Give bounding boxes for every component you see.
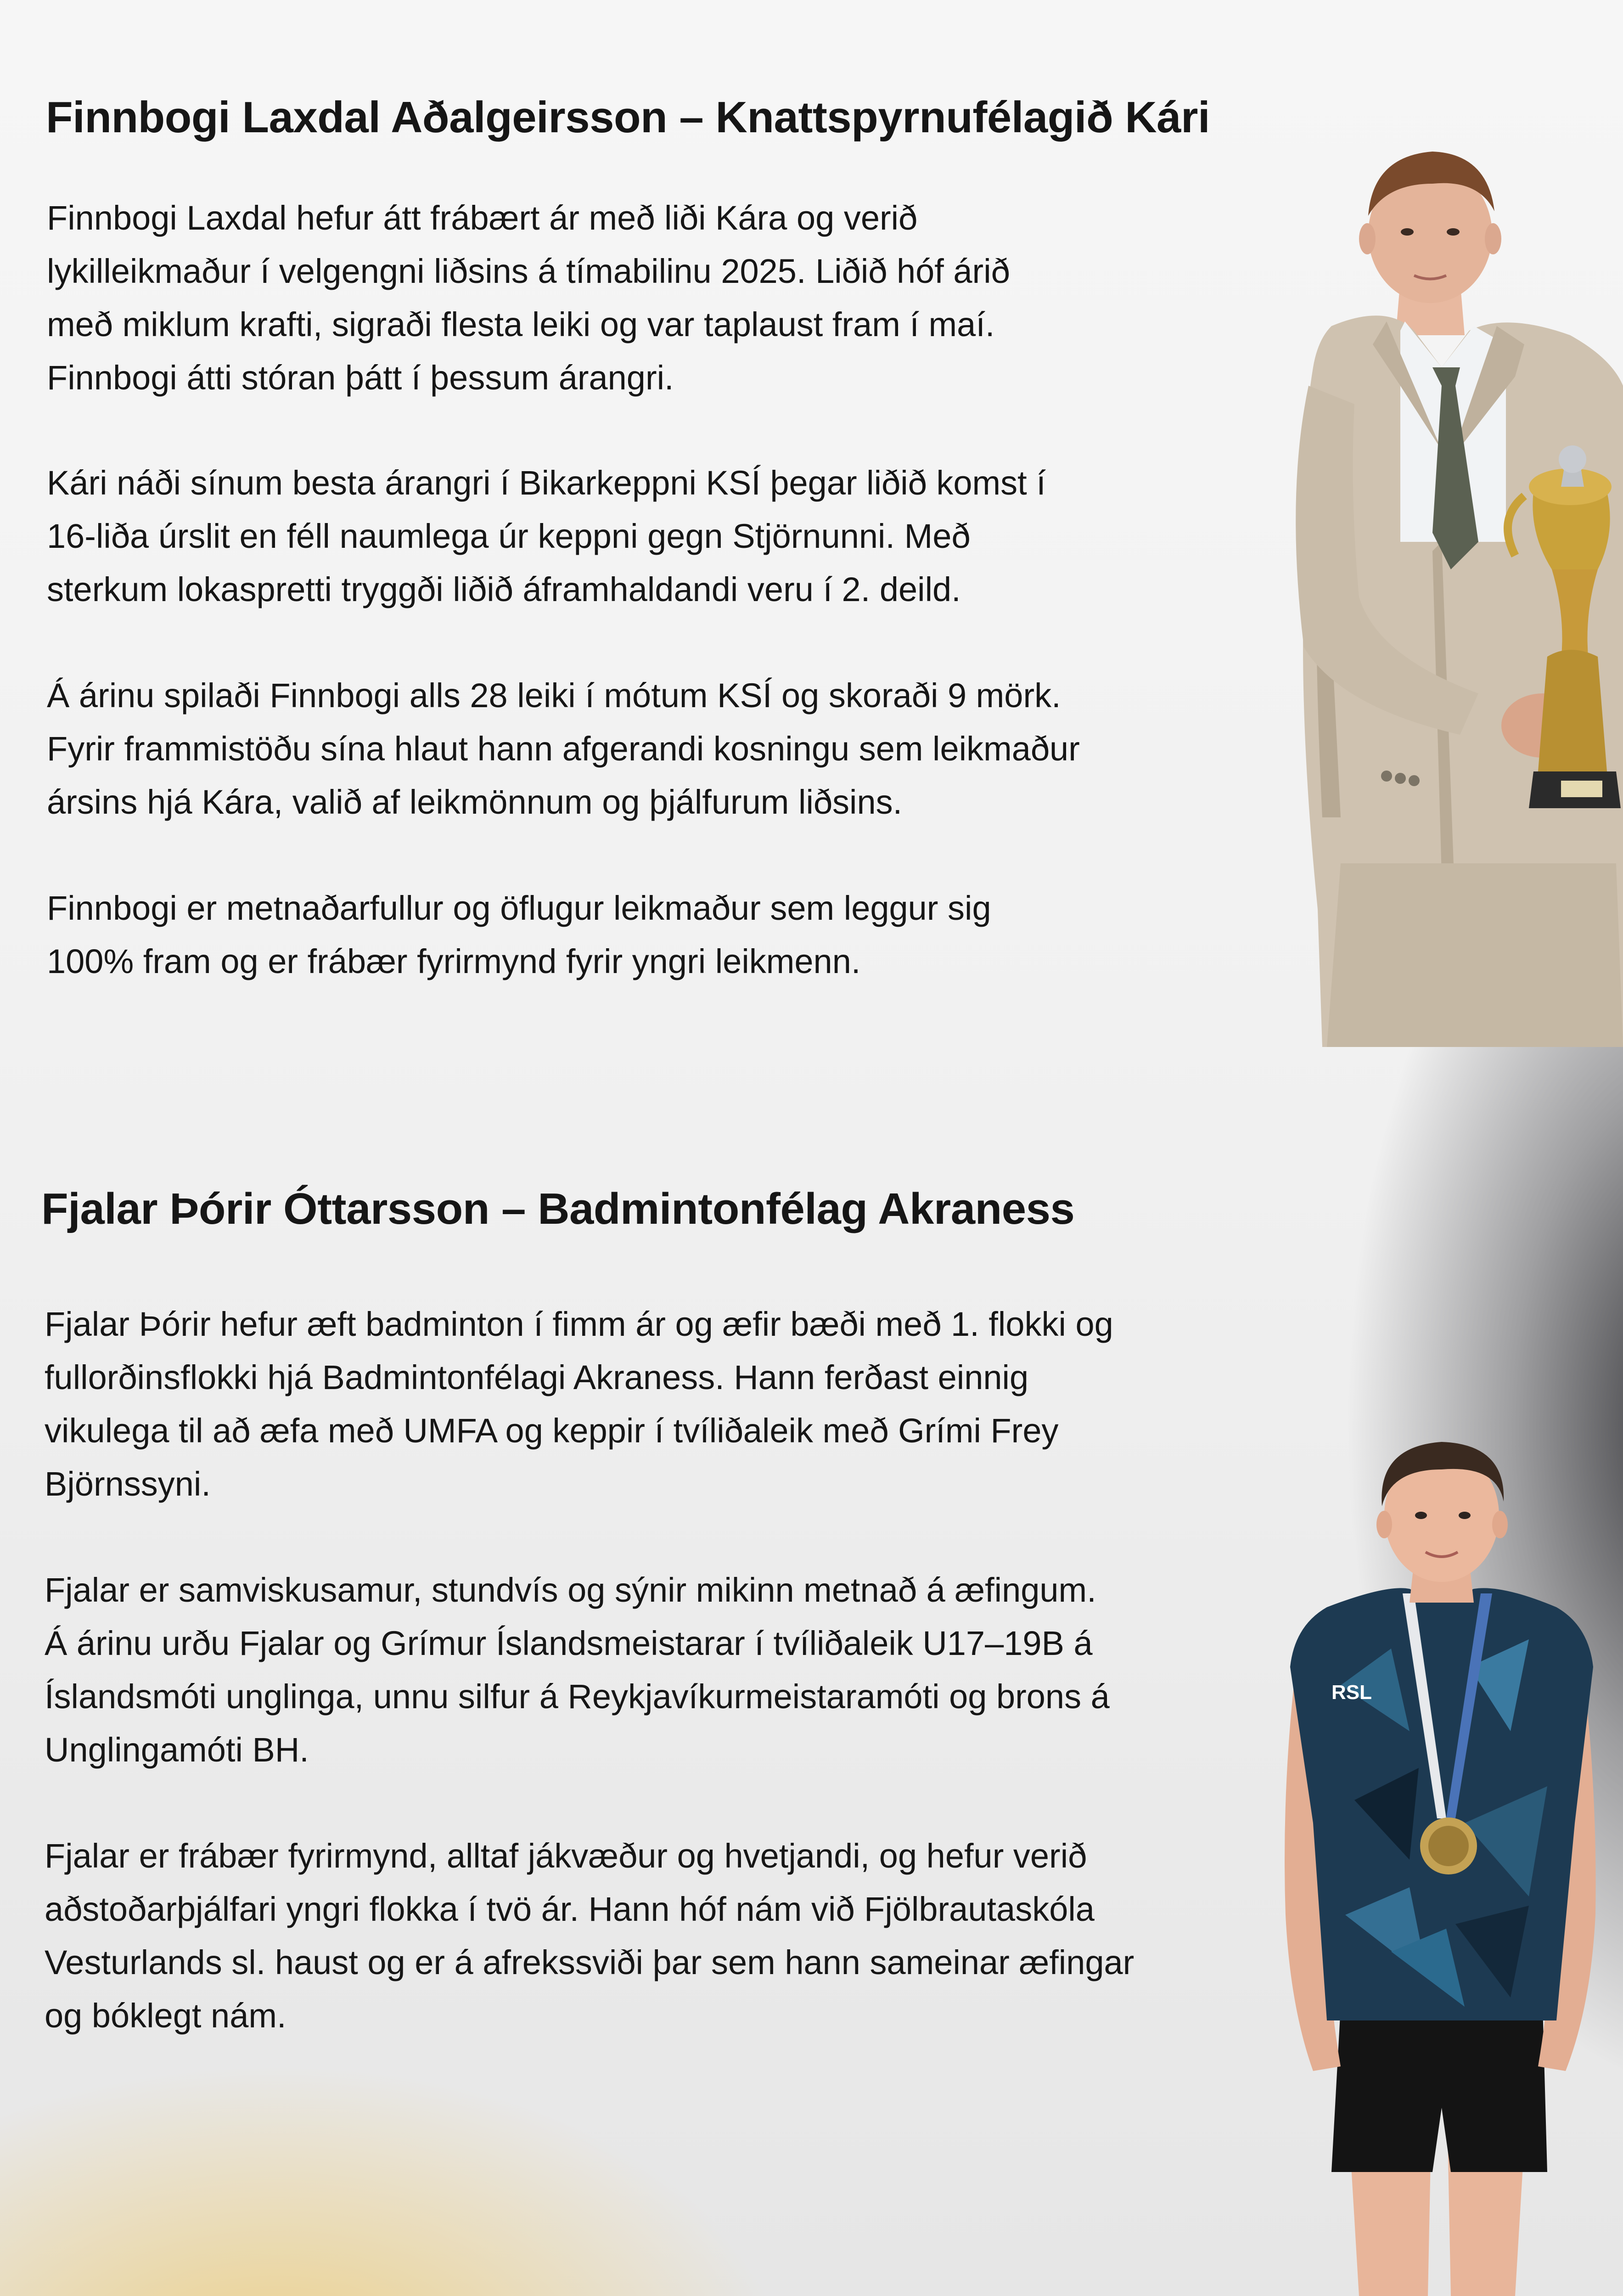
section1-paragraph-1 <box>47 191 1010 405</box>
section2-heading: Fjalar Þórir Óttarsson – Badmintonfélag Akraness <box>41 1184 1075 1233</box>
text-line: Unglingamóti BH. <box>45 1731 309 1769</box>
person-with-medal-photo <box>1272 1410 1607 2296</box>
text-line: Íslandsmóti unglinga, unnu silfur á Reykjavíkurmeistaramóti og brons á <box>45 1677 1110 1716</box>
text-line: Finnbogi er metnaðarfullur og öflugur leikmaður sem leggur sig <box>47 889 991 927</box>
text-line: aðstoðarþjálfari yngri flokka í tvö ár. Hann hóf nám við Fjölbrautaskóla <box>45 1890 1095 1928</box>
text-line: 16-liða úrslit en féll naumlega úr keppni gegn Stjörnunni. Með <box>47 517 971 555</box>
text-line: Á árinu spilaði Finnbogi alls 28 leiki í mótum KSÍ og skoraði 9 mörk. <box>47 676 1061 715</box>
text-line: með miklum krafti, sigraði flesta leiki og var taplaust fram í maí. <box>47 305 995 343</box>
text-line: Vesturlands sl. haust og er á afrekssviði þar sem hann sameinar æfingar <box>45 1943 1134 1981</box>
text-line: vikulega til að æfa með UMFA og keppir í tvíliðaleik með Grími Frey <box>45 1412 1059 1450</box>
person-with-trophy-photo <box>1249 129 1623 1047</box>
text-line: Fjalar er frábær fyrirmynd, alltaf jákvæður og hvetjandi, og hefur verið <box>45 1837 1087 1875</box>
text-line: Finnbogi Laxdal hefur átt frábært ár með liði Kára og verið <box>47 199 918 237</box>
text-line: Á árinu urðu Fjalar og Grímur Íslandsmeistarar í tvíliðaleik U17–19B á <box>45 1624 1093 1662</box>
text-line: 100% fram og er frábær fyrirmynd fyrir yngri leikmenn. <box>47 942 861 980</box>
text-line: sterkum lokaspretti tryggði liðið áframhaldandi veru í 2. deild. <box>47 570 961 608</box>
text-line: fullorðinsflokki hjá Badmintonfélagi Akraness. Hann ferðast einnig <box>45 1358 1029 1396</box>
section2-paragraph-1 <box>45 1298 1113 1511</box>
section2-paragraph-2 <box>45 1564 1110 1777</box>
text-line: Finnbogi átti stóran þátt í þessum árangri. <box>47 359 674 397</box>
text-line: ársins hjá Kára, valið af leikmönnum og þjálfurum liðsins. <box>47 783 903 821</box>
text-line: Fyrir frammistöðu sína hlaut hann afgerandi kosningu sem leikmaður <box>47 730 1080 768</box>
text-line: og bóklegt nám. <box>45 1997 286 2035</box>
text-line: Björnssyni. <box>45 1465 211 1503</box>
shirt-logo: RSL <box>1331 1681 1372 1704</box>
text-line: Fjalar er samviskusamur, stundvís og sýnir mikinn metnað á æfingum. <box>45 1571 1096 1609</box>
section1-heading: Finnbogi Laxdal Aðalgeirsson – Knattspyrnufélagið Kári <box>46 93 1210 142</box>
text-line: Kári náði sínum besta árangri í Bikarkeppni KSÍ þegar liðið komst í <box>47 464 1046 502</box>
text-line: lykilleikmaður í velgengni liðsins á tímabilinu 2025. Liðið hóf árið <box>47 252 1010 290</box>
section2-paragraph-3 <box>45 1829 1134 2043</box>
text-line: Fjalar Þórir hefur æft badminton í fimm ár og æfir bæði með 1. flokki og <box>45 1305 1113 1343</box>
section1-paragraph-4 <box>47 882 991 988</box>
section1-paragraph-2 <box>47 456 1046 616</box>
section1-paragraph-3 <box>47 669 1080 829</box>
